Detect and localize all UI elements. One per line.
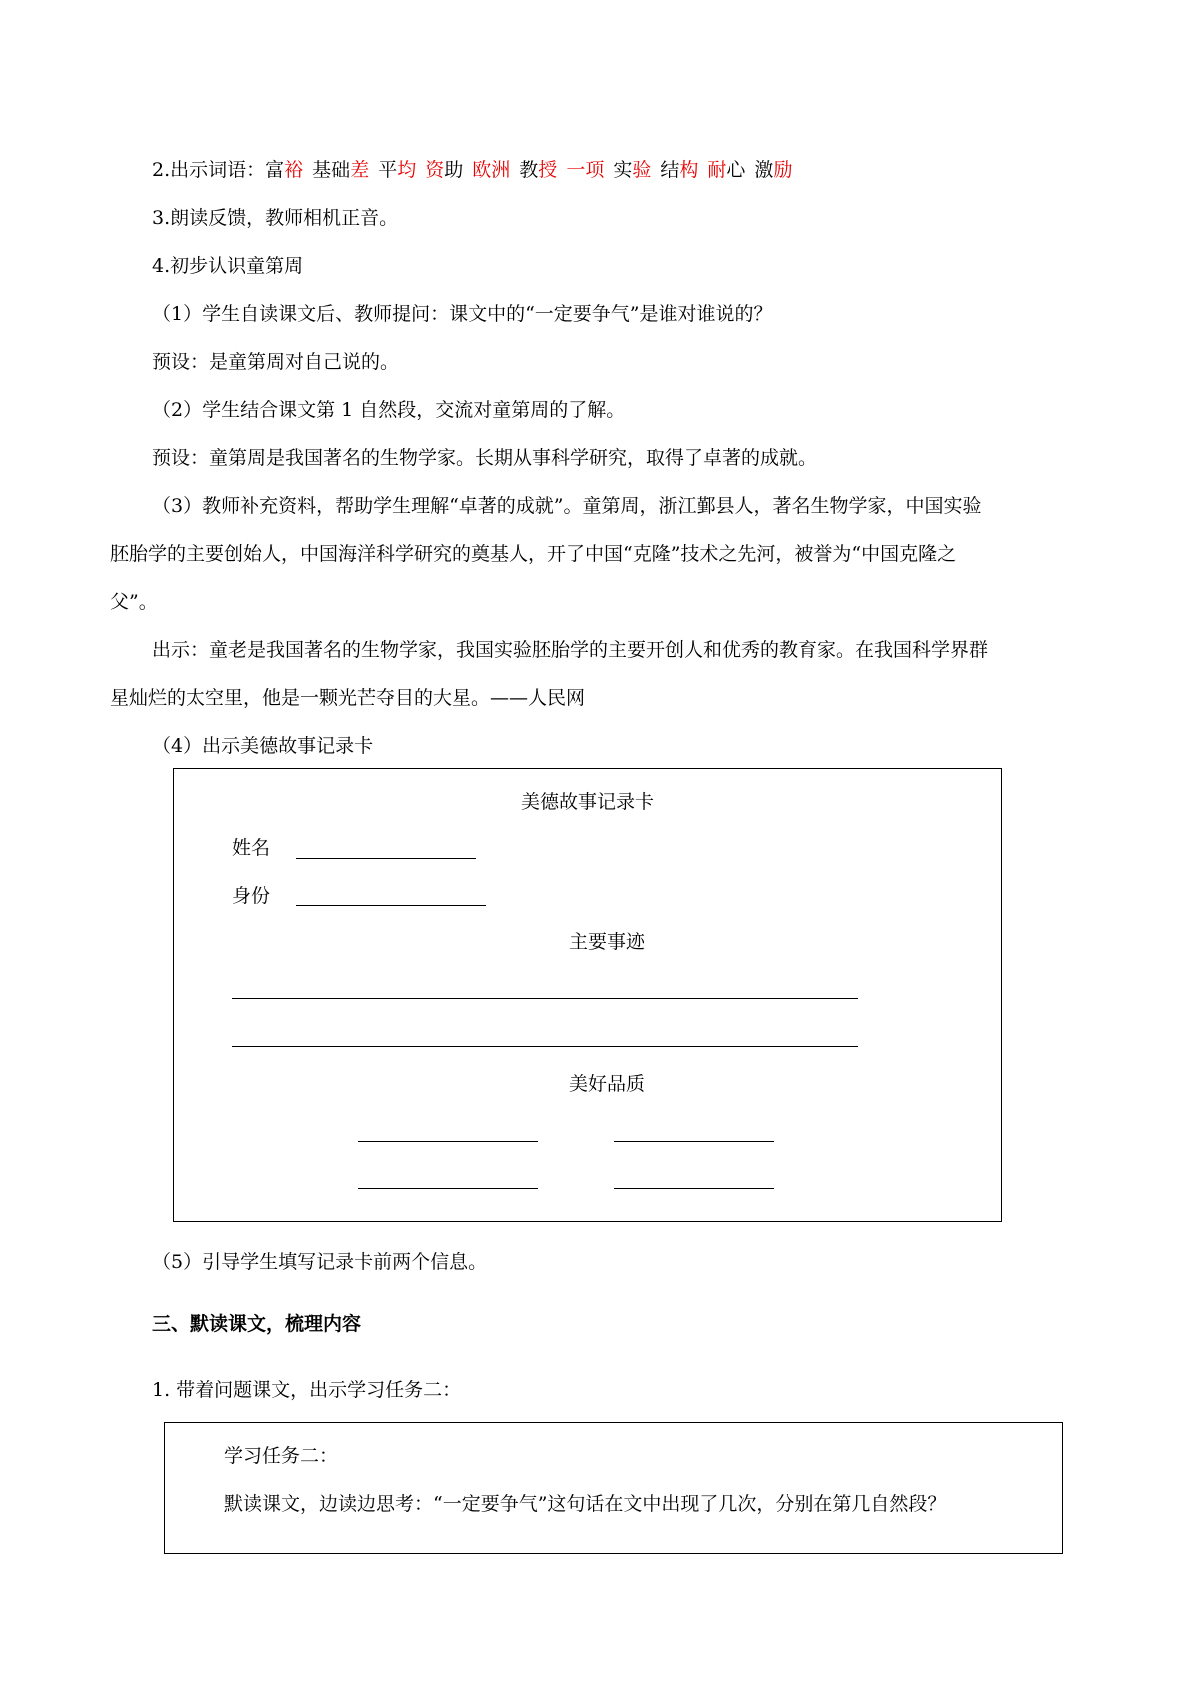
vocabulary-word (265, 159, 303, 181)
card-name-label: 姓名 (232, 837, 271, 859)
virtue-story-card (173, 768, 1002, 1222)
card-name-blank[interactable] (296, 858, 476, 859)
vocabulary-prefix: 2.出示词语： (152, 159, 266, 181)
vocabulary-word-plain: 教 (519, 159, 539, 181)
card-quality-title: 美好品质 (568, 1073, 645, 1095)
sub-3-line-3: 父”。 (110, 591, 158, 613)
card-identity-blank[interactable] (296, 905, 486, 906)
learning-task-two-box (164, 1422, 1063, 1554)
vocabulary-line (152, 158, 801, 182)
card-quality-blank-4[interactable] (614, 1188, 774, 1189)
show-quote-line-1: 出示：童老是我国著名的生物学家，我国实验胚胎学的主要开创人和优秀的教育家。在我国科学界群 (152, 639, 989, 661)
vocabulary-word (378, 159, 416, 181)
vocabulary-word-list (265, 159, 801, 181)
vocabulary-word-highlight: 验 (632, 159, 652, 181)
vocabulary-word (519, 159, 557, 181)
card-title: 美德故事记录卡 (520, 791, 654, 813)
vocabulary-word-highlight: 差 (350, 159, 370, 181)
sub-4-text: （4）出示美德故事记录卡 (152, 735, 374, 757)
vocabulary-word-plain: 助 (444, 159, 464, 181)
card-deeds-blank-2[interactable] (232, 1046, 858, 1047)
sub-5-text: （5）引导学生填写记录卡前两个信息。 (152, 1251, 488, 1273)
vocabulary-word-highlight: 励 (773, 159, 793, 181)
sub-3-line-1: （3）教师补充资料，帮助学生理解“卓著的成就”。童第周，浙江鄞县人，著名生物学家，中国实验 (152, 495, 982, 517)
sub-1-question: （1）学生自读课文后、教师提问：课文中的“一定要争气”是谁对谁说的？ (152, 303, 773, 325)
vocabulary-word-highlight: 欧洲 (472, 159, 511, 181)
vocabulary-word-plain: 基础 (312, 159, 351, 181)
vocabulary-word-plain: 结 (660, 159, 680, 181)
vocabulary-word (566, 159, 604, 181)
task-box-title: 学习任务二： (224, 1445, 339, 1467)
card-quality-blank-2[interactable] (614, 1141, 774, 1142)
vocabulary-word-plain: 激 (754, 159, 774, 181)
vocabulary-word-plain: 富 (265, 159, 285, 181)
vocabulary-word-plain: 平 (378, 159, 398, 181)
sub-2-question: （2）学生结合课文第 1 自然段，交流对童第周的了解。 (152, 399, 626, 421)
vocabulary-word-highlight: 裕 (284, 159, 304, 181)
vocabulary-word-highlight: 授 (538, 159, 558, 181)
vocabulary-word-highlight: 构 (679, 159, 699, 181)
vocabulary-word (312, 159, 369, 181)
show-quote-line-2: 星灿烂的太空里，他是一颗光芒夺目的大星。——人民网 (110, 687, 586, 709)
card-identity-label: 身份 (232, 885, 271, 907)
section-3-item-1: 1. 带着问题课文，出示学习任务二： (152, 1379, 462, 1401)
card-deeds-title: 主要事迹 (568, 931, 645, 953)
sub-2-preset: 预设：童第周是我国著名的生物学家。长期从事科学研究，取得了卓著的成就。 (152, 447, 818, 469)
vocabulary-word (754, 159, 792, 181)
card-deeds-blank-1[interactable] (232, 998, 858, 999)
vocabulary-word-plain: 心 (726, 159, 746, 181)
vocabulary-word-plain: 实 (613, 159, 633, 181)
vocabulary-word (472, 159, 510, 181)
task-box-content: 默读课文，边读边思考：“一定要争气”这句话在文中出现了几次，分别在第几自然段？ (224, 1493, 947, 1515)
sub-1-preset: 预设：是童第周对自己说的。 (152, 351, 400, 373)
vocabulary-word-highlight: 耐 (707, 159, 727, 181)
vocabulary-word-highlight: 一项 (566, 159, 605, 181)
vocabulary-word (707, 159, 745, 181)
card-quality-blank-1[interactable] (358, 1141, 538, 1142)
sub-3-line-2: 胚胎学的主要创始人，中国海洋科学研究的奠基人，开了中国“克隆”技术之先河，被誉为“中国克隆之 (110, 543, 957, 565)
item-4-text: 4.初步认识童第周 (152, 255, 304, 277)
vocabulary-word (613, 159, 651, 181)
vocabulary-word-highlight: 资 (425, 159, 445, 181)
vocabulary-word (660, 159, 698, 181)
section-3-heading: 三、默读课文，梳理内容 (152, 1313, 362, 1335)
vocabulary-word (425, 159, 463, 181)
item-3-text: 3.朗读反馈，教师相机正音。 (152, 207, 399, 229)
vocabulary-word-highlight: 均 (397, 159, 417, 181)
card-quality-blank-3[interactable] (358, 1188, 538, 1189)
